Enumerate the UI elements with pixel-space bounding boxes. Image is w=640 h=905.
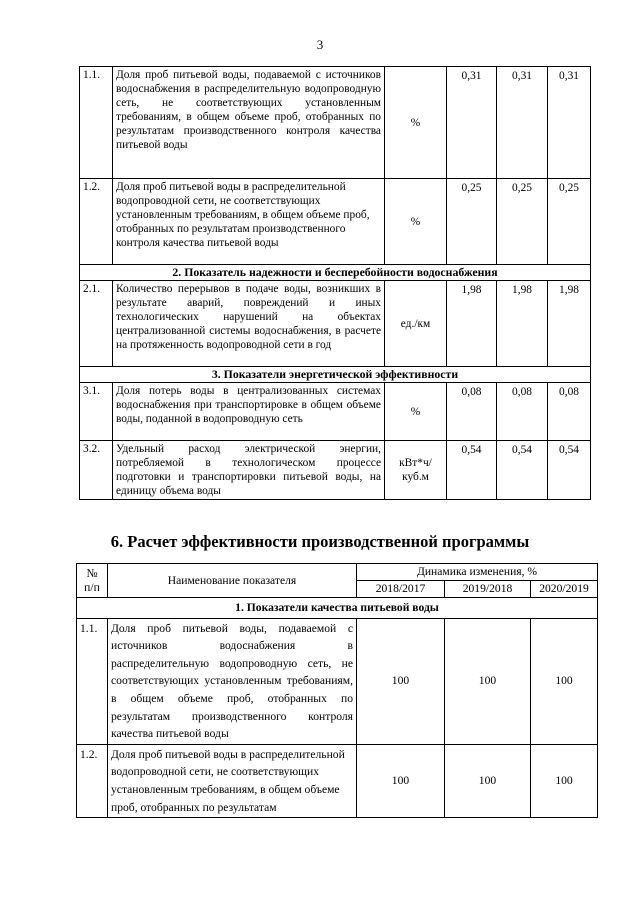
table-row [80, 383, 591, 441]
indicator-name: Количество перерывов в подаче воды, возникших в результате аварий, повреждений и иных технологических нарушений на объектах централизованной системы водоснабжения, в расчете на протяженность водопроводной сети в год [113, 281, 385, 367]
table-row [80, 441, 591, 500]
unit-cell: ед./км [385, 281, 447, 367]
indicator-name: Доля потерь воды в централизованных системах водоснабжения при транспортировке в общем объеме воды, поданной в водопроводную сеть [113, 383, 385, 441]
indicator-name: Доля проб питьевой воды в распределительной водопроводной сети, не соответствующих установленным требованиям, в общем объеме проб, отобранных по результатам [108, 744, 357, 817]
value-cell: 0,25 [548, 179, 591, 265]
unit-cell: % [385, 383, 447, 441]
indicator-name: Доля проб питьевой воды, подаваемой с источников водоснабжения в распределительную водопроводную сеть, не соответствующих установленным требованиям, в общем объеме проб, отобранных по результатам производственного контроля качества питьевой воды [108, 618, 357, 744]
row-number: 1.1. [77, 618, 108, 744]
section-title: 3. Показатели энергетической эффективности [80, 367, 591, 383]
value-cell: 100 [531, 744, 598, 817]
value-cell: 100 [445, 618, 531, 744]
dynamics-header: Динамика изменения, % [357, 564, 598, 581]
section-row [77, 598, 598, 619]
table-row [77, 744, 598, 817]
value-cell: 0,25 [447, 179, 497, 265]
row-number: 3.2. [80, 441, 113, 500]
section-row [80, 367, 591, 383]
table-row [80, 281, 591, 367]
value-cell: 1,98 [548, 281, 591, 367]
value-cell: 0,54 [447, 441, 497, 500]
section-title: 2. Показатель надежности и бесперебойности водоснабжения [80, 265, 591, 281]
section-title: 1. Показатели качества питьевой воды [77, 598, 598, 619]
indicator-name: Доля проб питьевой воды в распределительной водопроводной сети, не соответствующих установленным требованиям, в общем объеме проб, отобранных по результатам производственного контроля качества питьевой воды [113, 179, 385, 265]
value-cell: 0,31 [548, 67, 591, 179]
value-cell: 100 [357, 744, 445, 817]
number-header-top: № [86, 566, 98, 580]
value-cell: 100 [531, 618, 598, 744]
section-row [80, 265, 591, 281]
number-header [77, 564, 108, 598]
value-cell: 0,25 [497, 179, 548, 265]
table-row [80, 179, 591, 265]
row-number: 1.1. [80, 67, 113, 179]
value-cell: 0,08 [497, 383, 548, 441]
table-row [77, 618, 598, 744]
number-header-bottom: п/п [84, 580, 100, 594]
table-row [80, 67, 591, 179]
indicator-name: Удельный расход электрической энергии, потребляемой в технологическом процессе подготовки и транспортировки питьевой воды, на единицу объема воды [113, 441, 385, 500]
value-cell: 0,54 [548, 441, 591, 500]
section-heading: 6. Расчет эффективности производственной программы [110, 532, 530, 551]
value-cell: 0,31 [497, 67, 548, 179]
value-cell: 100 [357, 618, 445, 744]
indicator-name: Доля проб питьевой воды, подаваемой с источников водоснабжения в распределительную водопроводную сеть, не соответствующих установленным требованиям, в общем объеме проб, отобранных по результатам производственного контроля качества питьевой воды [113, 67, 385, 179]
page-number: 3 [316, 37, 324, 52]
value-cell: 0,08 [548, 383, 591, 441]
row-number: 3.1. [80, 383, 113, 441]
year-header: 2018/2017 [357, 581, 445, 598]
name-header: Наименование показателя [108, 564, 357, 598]
value-cell: 100 [445, 744, 531, 817]
value-cell: 0,54 [497, 441, 548, 500]
unit-cell: % [385, 67, 447, 179]
unit-cell: % [385, 179, 447, 265]
header-row [77, 564, 598, 581]
row-number: 1.2. [80, 179, 113, 265]
efficiency-table [76, 563, 598, 818]
row-number: 2.1. [80, 281, 113, 367]
unit-cell: кВт*ч/ куб.м [385, 441, 447, 500]
value-cell: 0,31 [447, 67, 497, 179]
year-header: 2020/2019 [531, 581, 598, 598]
value-cell: 1,98 [497, 281, 548, 367]
year-header: 2019/2018 [445, 581, 531, 598]
row-number: 1.2. [77, 744, 108, 817]
value-cell: 0,08 [447, 383, 497, 441]
indicators-table [79, 66, 591, 500]
value-cell: 1,98 [447, 281, 497, 367]
